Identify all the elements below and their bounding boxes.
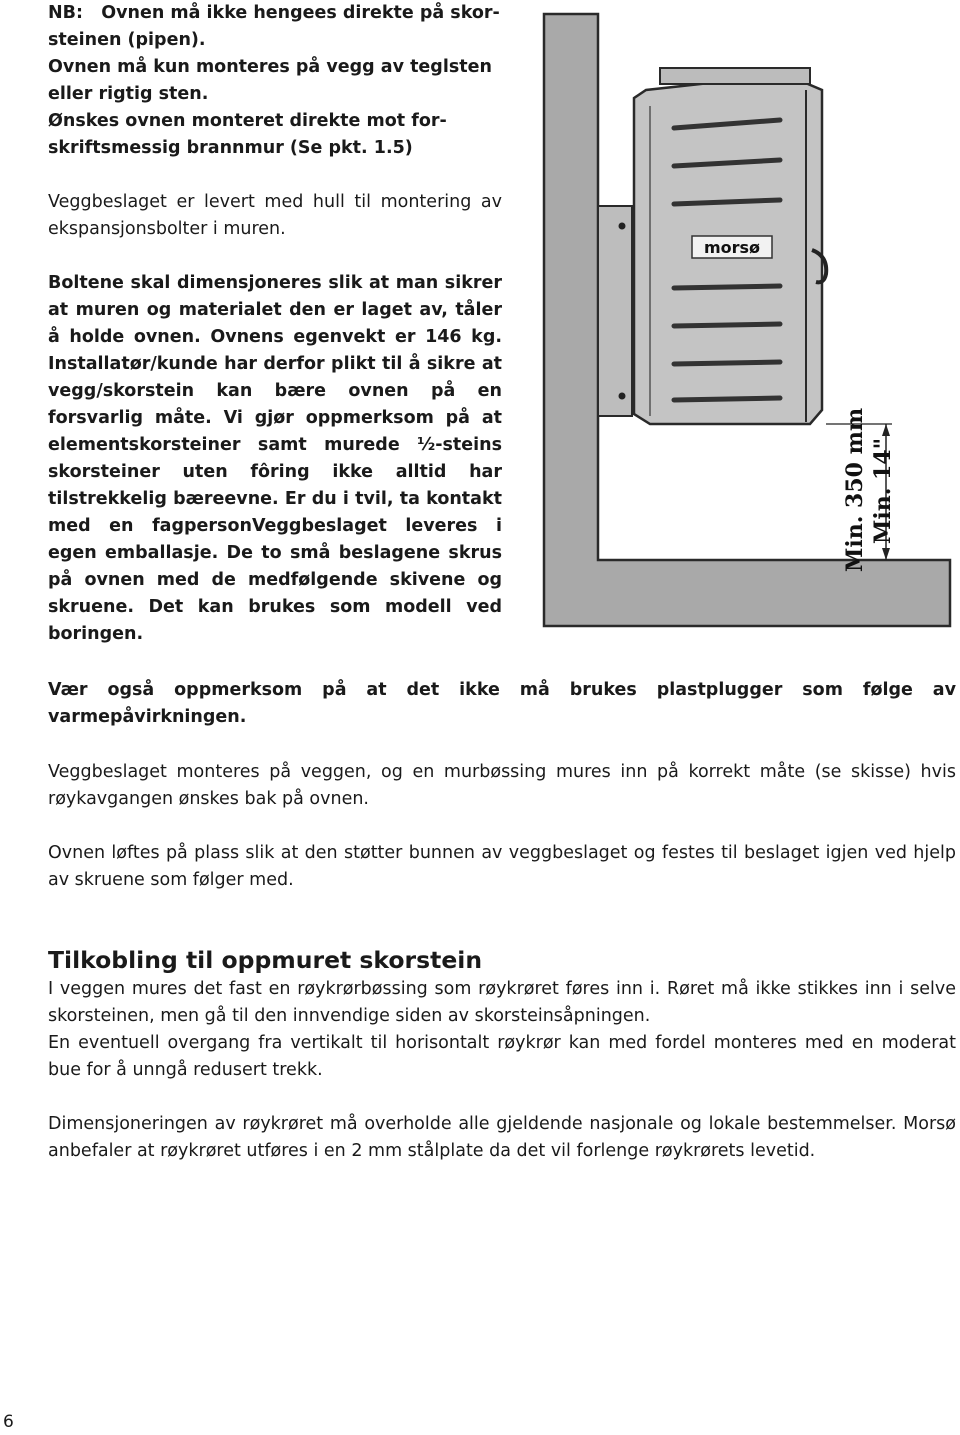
bracket-paragraph: Veggbeslaget er levert med hull til montering av ekspansjonsbolter i muren. (48, 192, 502, 239)
bracket-screw (619, 393, 626, 400)
brand-logo: morsø (703, 238, 761, 257)
page-number: 6 (3, 1412, 14, 1432)
section-body (48, 976, 956, 1165)
nb-line: eller rigtig sten. (48, 84, 209, 104)
section-heading: Tilkobling til oppmuret skorstein (48, 946, 483, 974)
notice-text: Vær også oppmerksom på at det ikke må brukes plastplugger som følge av varmepåvirkningen. (48, 680, 956, 727)
nb-line: Ønskes ovnen monteret direkte mot for- (48, 111, 447, 131)
lift-paragraph (48, 840, 956, 894)
mount-text: Veggbeslaget monteres på veggen, og en murbøssing mures inn på korrekt måte (se skisse) hvis røykavgangen ønskes bak på ovnen. (48, 762, 956, 809)
nb-line: Ovnen må kun monteres på vegg av teglsten (48, 57, 492, 77)
nb-line: NB: Ovnen må ikke hengees direkte på skor- (48, 3, 500, 23)
lift-text: Ovnen løftes på plass slik at den støtter bunnen av veggbeslaget og festes til beslaget igjen ved hjelp av skruene som følger med. (48, 843, 956, 890)
bracket-screw (619, 223, 626, 230)
nb-line: steinen (pipen). (48, 30, 206, 50)
wall-bracket (598, 206, 632, 416)
nb-line: skriftsmessig brannmur (Se pkt. 1.5) (48, 138, 413, 158)
section-paragraph: I veggen mures det fast en røykrørbøssing som røykrøret føres inn i. Røret må ikke stikkes inn i selve skorsteinen, men gå til den innvendige siden av skorsteinsåpningen. (48, 979, 956, 1026)
mount-paragraph (48, 759, 956, 813)
dimension-label-in: Min. 14" (870, 437, 896, 544)
bolts-paragraph: Boltene skal dimensjoneres slik at man sikrer at muren og materialet den er laget av, tåler å holde ovnen. Ovnens egenvekt er 146 kg. Installatør/kunde har derfor plikt til å sikre at vegg/skorstein kan bære ovnen på en forsvarlig måte. Vi gjør oppmerksom på at elementskorsteiner samt murede ½-steins skorsteiner uten fôring ikke alltid har tilstrekkelig bæreevne. Er du i tvil, ta kontakt med en fagpersonVeggbeslaget leveres i egen emballasje. De to små beslagene skrus på ovnen med de medfølgende skivene og skruene. Det kan brukes som modell ved boringen. (48, 273, 502, 644)
dimension-label-mm: Min. 350 mm (842, 407, 868, 572)
stove-top-collar (660, 68, 810, 84)
plastic-plug-notice (48, 677, 956, 731)
left-column (48, 0, 502, 648)
wall-mount-illustration (542, 12, 952, 628)
nb-warning (48, 0, 502, 162)
section-paragraph: En eventuell overgang fra vertikalt til horisontalt røykrør kan med fordel monteres med en moderat bue for å unngå redusert trekk. (48, 1033, 956, 1080)
section-paragraph: Dimensjoneringen av røykrøret må overholde alle gjeldende nasjonale og lokale bestemmelser. Morsø anbefaler at røykrøret utføres i en 2 mm stålplate da det vil forlenge røykrørets levetid. (48, 1114, 956, 1161)
